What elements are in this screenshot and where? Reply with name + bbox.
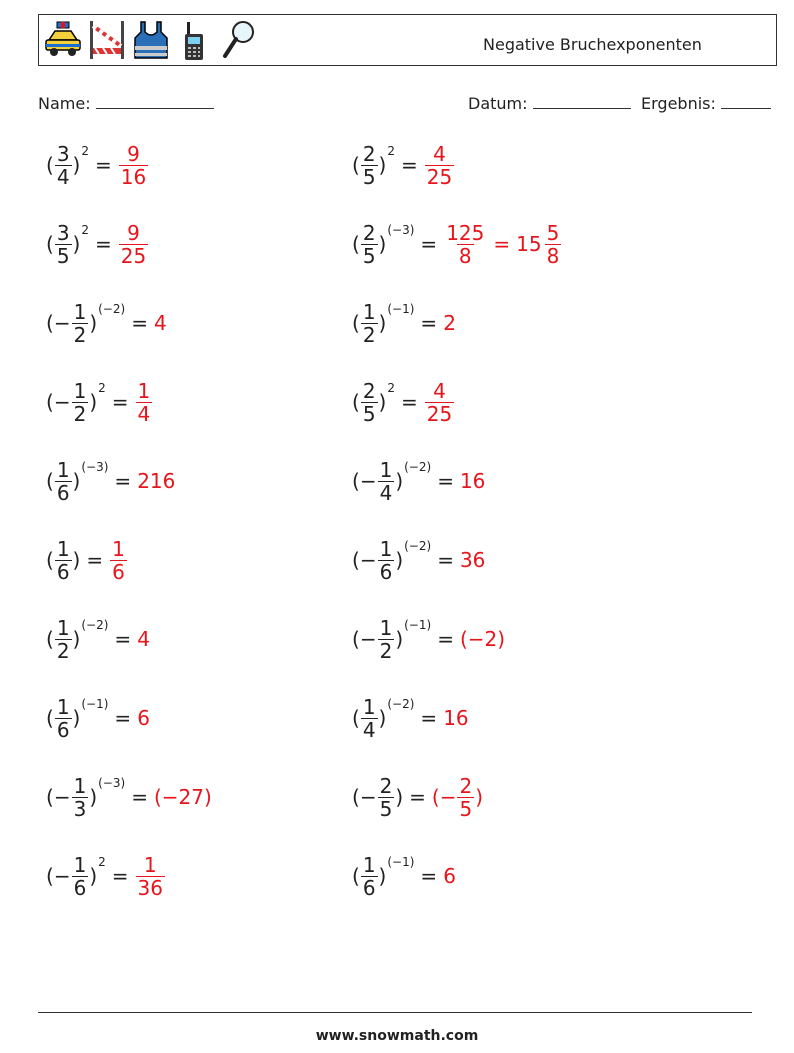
- minus-sign: −: [359, 627, 377, 651]
- problem-14: [352, 609, 505, 669]
- open-paren: (: [352, 548, 360, 572]
- footer-url: www.snowmath.com: [315, 1028, 479, 1044]
- exponent: 2: [98, 381, 106, 395]
- fraction-denominator: 5: [56, 243, 70, 268]
- fraction-numerator: 2: [362, 141, 376, 166]
- problem-16: [352, 688, 469, 748]
- problem-8: [352, 372, 455, 432]
- problem-3: [46, 214, 149, 274]
- result-label: Ergebnis:: [641, 94, 716, 113]
- open-paren: (: [46, 627, 54, 651]
- close-paren: ): [395, 627, 404, 651]
- equals-sign: =: [437, 627, 454, 651]
- fraction-denominator: 5: [379, 796, 393, 821]
- road-barrier-icon: [87, 18, 127, 62]
- answer-value: 6: [137, 706, 150, 730]
- problem-20: [352, 846, 456, 906]
- minus-sign: −: [53, 390, 71, 414]
- open-paren: (: [352, 706, 360, 730]
- problem-1: [46, 135, 149, 195]
- close-paren: ): [395, 469, 404, 493]
- open-paren: (: [46, 469, 54, 493]
- equals-sign: =: [131, 311, 148, 335]
- answer-numerator: 2: [459, 773, 473, 798]
- close-paren: ): [89, 785, 98, 809]
- open-paren: (: [352, 864, 360, 888]
- close-paren: ): [378, 311, 387, 335]
- equals-sign: =: [114, 469, 132, 493]
- equals-sign: =: [420, 864, 438, 888]
- open-paren: (: [352, 469, 360, 493]
- exponent: (−2): [387, 697, 415, 711]
- answer-denominator: 16: [120, 164, 147, 189]
- equals-sign: =: [131, 785, 148, 809]
- answer-numerator: 1: [143, 852, 157, 877]
- minus-sign: −: [53, 864, 71, 888]
- close-paren: ): [72, 548, 81, 572]
- answer-denominator: 5: [459, 796, 473, 821]
- answer-value: 4: [153, 311, 167, 335]
- problem-19: [46, 846, 166, 906]
- result-field: [641, 94, 771, 113]
- fraction-denominator: 2: [379, 638, 393, 663]
- open-paren: (: [352, 311, 360, 335]
- equals-sign: =: [420, 706, 438, 730]
- exponent: (−3): [81, 460, 109, 474]
- base-fraction: [378, 617, 395, 662]
- answer-numerator: 9: [127, 141, 140, 166]
- answer-fraction: [425, 380, 454, 425]
- fraction-numerator: 1: [379, 457, 393, 482]
- minus-sign: −: [359, 785, 377, 809]
- exponent: (−2): [404, 539, 432, 553]
- answer-close: ): [475, 785, 483, 809]
- equals-sign: =: [420, 311, 438, 335]
- mixed-denominator: 8: [546, 243, 560, 268]
- open-paren: (: [46, 548, 54, 572]
- base-fraction: [72, 301, 89, 346]
- answer: [424, 143, 455, 188]
- fraction-numerator: 2: [379, 773, 393, 798]
- exponent: (−1): [387, 855, 415, 869]
- answer-fraction: [444, 222, 486, 267]
- open-paren: (: [352, 785, 360, 809]
- base-fraction: [361, 222, 378, 267]
- exponent: 2: [387, 381, 395, 395]
- fraction-denominator: 4: [56, 164, 70, 189]
- exponent: 2: [81, 144, 89, 158]
- equals-sign: =: [95, 232, 112, 256]
- fraction-denominator: 2: [73, 401, 87, 426]
- answer-denominator: 25: [426, 164, 453, 189]
- exponent: (−1): [404, 618, 432, 632]
- answer: [443, 864, 456, 888]
- answer-value: 4: [137, 627, 150, 651]
- open-paren: (: [46, 390, 54, 414]
- answer: [154, 785, 212, 809]
- answer-value: 16: [443, 706, 469, 730]
- answer-denominator: 25: [426, 401, 453, 426]
- fraction-denominator: 6: [56, 559, 70, 584]
- answer: [424, 380, 455, 425]
- open-paren: (: [352, 627, 360, 651]
- close-paren: ): [378, 232, 387, 256]
- close-paren: ): [89, 864, 98, 888]
- close-paren: ): [89, 390, 98, 414]
- equals-sign: =: [114, 627, 132, 651]
- answer: [137, 469, 175, 493]
- open-paren: (: [352, 390, 360, 414]
- fraction-denominator: 2: [73, 322, 87, 347]
- problem-17: [46, 767, 212, 827]
- open-paren: (: [46, 311, 54, 335]
- base-fraction: [378, 775, 395, 820]
- answer-fraction: [136, 854, 165, 899]
- problem-13: [46, 609, 150, 669]
- footer-divider: [38, 1012, 752, 1013]
- answer: [118, 222, 149, 267]
- answer-value: (−2): [459, 627, 506, 651]
- fraction-denominator: 3: [73, 796, 87, 821]
- answer: [432, 775, 483, 820]
- open-paren: (: [46, 864, 54, 888]
- equals-sign: =: [86, 548, 104, 572]
- base-fraction: [55, 538, 72, 583]
- fraction-denominator: 6: [56, 480, 70, 505]
- answer: [443, 222, 562, 267]
- result-blank: [721, 94, 771, 109]
- answer-value: 2: [443, 311, 456, 335]
- base-fraction: [72, 380, 89, 425]
- fraction-numerator: 3: [56, 141, 70, 166]
- equals-sign: =: [437, 548, 454, 572]
- base-fraction: [55, 222, 72, 267]
- answer-equals-sign: =: [493, 232, 511, 256]
- fraction-numerator: 1: [56, 457, 70, 482]
- fraction-numerator: 1: [73, 378, 87, 403]
- answer-fraction: [457, 775, 474, 820]
- exponent: (−2): [98, 302, 126, 316]
- base-fraction: [55, 459, 72, 504]
- answer-numerator: 9: [127, 220, 140, 245]
- fraction-denominator: 5: [362, 164, 376, 189]
- fraction-numerator: 1: [379, 615, 393, 640]
- exponent: 2: [81, 223, 89, 237]
- problem-15: [46, 688, 150, 748]
- name-blank: [96, 94, 214, 109]
- equals-sign: =: [409, 785, 426, 809]
- fraction-numerator: 1: [362, 852, 376, 877]
- answer-value: 6: [443, 864, 456, 888]
- problem-12: [352, 530, 485, 590]
- answer-denominator: 4: [137, 401, 151, 426]
- minus-sign: −: [53, 785, 71, 809]
- answer-denominator: 36: [137, 875, 163, 900]
- fraction-denominator: 5: [362, 401, 376, 426]
- open-paren: (: [46, 785, 54, 809]
- answer-numerator: 1: [137, 378, 151, 403]
- worksheet-header: [38, 14, 777, 66]
- answer: [137, 627, 150, 651]
- base-fraction: [72, 854, 89, 899]
- fraction-numerator: 1: [56, 694, 70, 719]
- base-fraction: [361, 854, 378, 899]
- walkie-talkie-icon: [175, 18, 215, 62]
- answer-fraction: [119, 143, 148, 188]
- equals-sign: =: [114, 706, 132, 730]
- close-paren: ): [72, 469, 81, 493]
- open-paren: (: [46, 232, 54, 256]
- exponent: (−3): [387, 223, 415, 237]
- exponent: 2: [387, 144, 395, 158]
- answer: [460, 469, 485, 493]
- fraction-denominator: 4: [362, 717, 376, 742]
- mixed-fraction: [545, 222, 562, 267]
- safety-vest-icon: [131, 18, 171, 62]
- answer-fraction: [425, 143, 454, 188]
- minus-sign: −: [359, 469, 377, 493]
- answer-denominator: 25: [120, 243, 147, 268]
- equals-sign: =: [420, 232, 438, 256]
- fraction-denominator: 6: [56, 717, 70, 742]
- exponent: (−3): [98, 776, 126, 790]
- close-paren: ): [72, 232, 81, 256]
- date-blank: [533, 94, 631, 109]
- answer-fraction: [136, 380, 153, 425]
- date-field: [468, 94, 631, 113]
- fraction-numerator: 1: [362, 299, 376, 324]
- fraction-numerator: 1: [73, 299, 87, 324]
- name-field: [38, 94, 214, 113]
- answer-fraction: [119, 222, 148, 267]
- mixed-numerator: 5: [546, 220, 560, 245]
- name-label: Name:: [38, 94, 91, 113]
- fraction-numerator: 1: [56, 536, 70, 561]
- close-paren: ): [89, 311, 98, 335]
- close-paren: ): [378, 706, 387, 730]
- date-label: Datum:: [468, 94, 528, 113]
- problem-4: [352, 214, 562, 274]
- open-paren: (: [46, 706, 54, 730]
- close-paren: ): [72, 627, 81, 651]
- answer: [137, 706, 150, 730]
- answer-numerator: 4: [433, 378, 446, 403]
- equals-sign: =: [95, 153, 112, 177]
- equals-sign: =: [111, 864, 129, 888]
- answer-value: (−27): [153, 785, 212, 809]
- fraction-numerator: 1: [362, 694, 376, 719]
- answer: [118, 143, 149, 188]
- close-paren: ): [395, 548, 404, 572]
- answer-fraction: [110, 538, 127, 583]
- answer-value: 36: [459, 548, 486, 572]
- magnifying-glass-icon: [219, 18, 259, 62]
- base-fraction: [55, 696, 72, 741]
- problem-10: [352, 451, 485, 511]
- close-paren: ): [72, 706, 81, 730]
- answer-numerator: 1: [112, 536, 125, 561]
- problem-18: [352, 767, 483, 827]
- fraction-denominator: 6: [379, 559, 393, 584]
- base-fraction: [361, 696, 378, 741]
- fraction-denominator: 6: [73, 875, 87, 900]
- close-paren: ): [378, 390, 387, 414]
- exponent: (−1): [387, 302, 415, 316]
- mixed-whole-number: 15: [516, 232, 542, 256]
- answer-value: 216: [137, 469, 176, 493]
- answer: [135, 854, 166, 899]
- problem-9: [46, 451, 175, 511]
- problem-7: [46, 372, 153, 432]
- equals-sign: =: [401, 153, 418, 177]
- answer-numerator: 125: [446, 220, 485, 245]
- answer-denominator: 8: [458, 243, 472, 268]
- exponent: (−2): [404, 460, 432, 474]
- answer: [460, 627, 505, 651]
- answer: [135, 380, 154, 425]
- answer: [154, 311, 167, 335]
- answer: [109, 538, 128, 583]
- fraction-denominator: 5: [362, 243, 376, 268]
- base-fraction: [378, 538, 395, 583]
- close-paren: ): [72, 153, 81, 177]
- answer-value: 16: [459, 469, 486, 493]
- fraction-denominator: 2: [362, 322, 376, 347]
- close-paren: ): [395, 785, 404, 809]
- open-paren: (: [352, 153, 360, 177]
- equals-sign: =: [111, 390, 129, 414]
- answer: [443, 706, 468, 730]
- fraction-denominator: 6: [362, 875, 376, 900]
- minus-sign: −: [53, 311, 71, 335]
- problem-5: [46, 293, 167, 353]
- answer: [460, 548, 485, 572]
- equals-sign: =: [437, 469, 454, 493]
- base-fraction: [361, 301, 378, 346]
- fraction-denominator: 2: [56, 638, 70, 663]
- fraction-denominator: 4: [379, 480, 393, 505]
- problem-2: [352, 135, 455, 195]
- equals-sign: =: [401, 390, 418, 414]
- open-paren: (: [352, 232, 360, 256]
- answer: [443, 311, 456, 335]
- answer-open: (−: [431, 785, 457, 809]
- fraction-numerator: 1: [379, 536, 393, 561]
- exponent: 2: [98, 855, 106, 869]
- close-paren: ): [378, 864, 387, 888]
- exponent: (−1): [81, 697, 109, 711]
- fraction-numerator: 3: [56, 220, 70, 245]
- base-fraction: [55, 617, 72, 662]
- base-fraction: [361, 143, 378, 188]
- fraction-numerator: 2: [362, 378, 376, 403]
- open-paren: (: [46, 153, 54, 177]
- worksheet-title: Negative Bruchexponenten: [483, 35, 702, 54]
- fraction-numerator: 2: [362, 220, 376, 245]
- base-fraction: [55, 143, 72, 188]
- problem-11: [46, 530, 128, 590]
- header-icons: [43, 18, 259, 62]
- base-fraction: [378, 459, 395, 504]
- close-paren: ): [378, 153, 387, 177]
- problem-6: [352, 293, 456, 353]
- answer-numerator: 4: [433, 141, 446, 166]
- minus-sign: −: [359, 548, 377, 572]
- exponent: (−2): [81, 618, 109, 632]
- answer-denominator: 6: [112, 559, 125, 584]
- fraction-numerator: 1: [73, 773, 87, 798]
- police-car-icon: [43, 18, 83, 62]
- fraction-numerator: 1: [73, 852, 87, 877]
- base-fraction: [361, 380, 378, 425]
- base-fraction: [72, 775, 89, 820]
- fraction-numerator: 1: [56, 615, 70, 640]
